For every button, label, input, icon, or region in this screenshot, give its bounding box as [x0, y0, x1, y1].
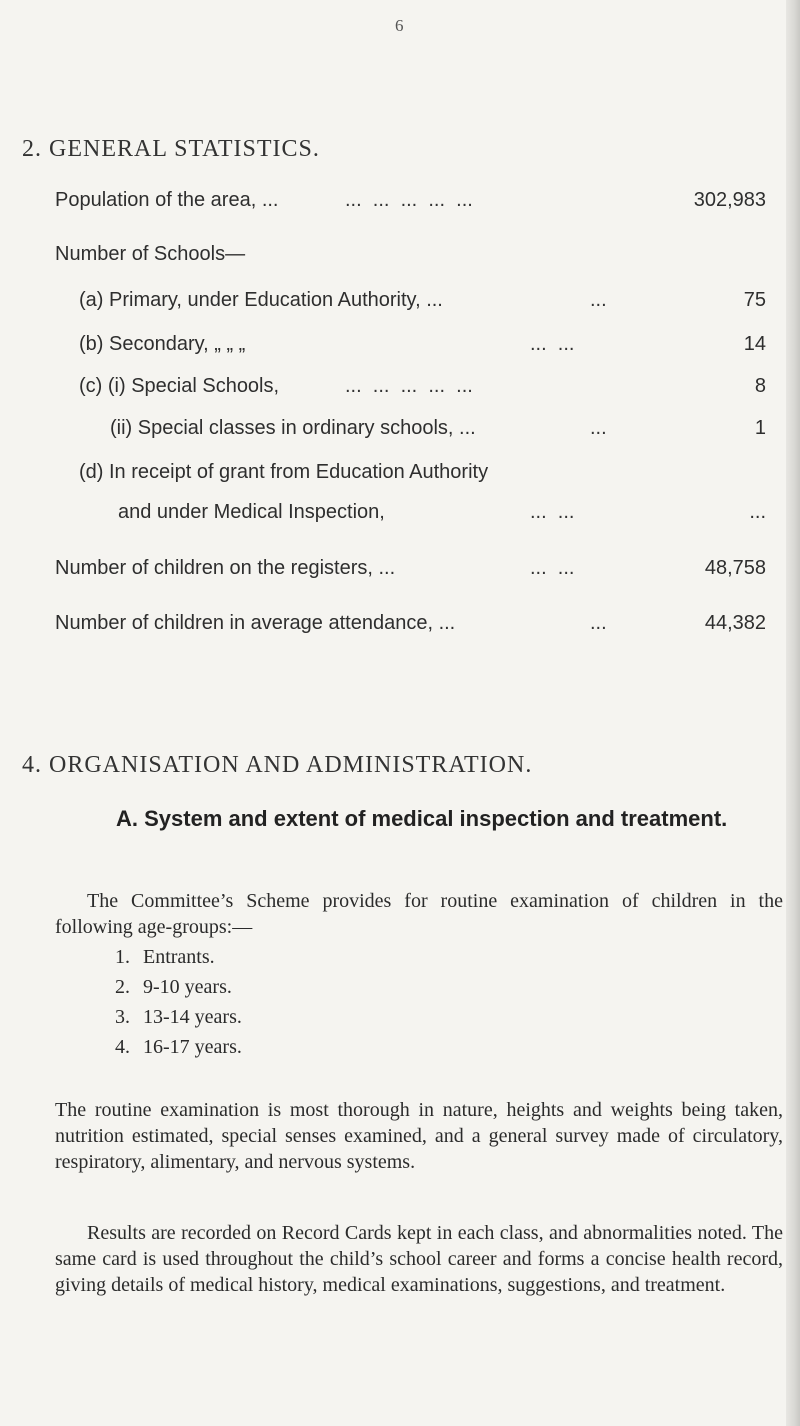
results-text: Results are recorded on Record Cards kept in each class, and abnormalities noted. The same card is used throughout the child’s school career and forms a concise health record, giving details of medical history, medical examinations, suggestions, and treatment.	[55, 1222, 783, 1296]
grant-receipt-label-line2: and under Medical Inspection,	[118, 501, 385, 523]
age-group-number: 2.	[115, 976, 130, 998]
age-group-label: 9-10 years.	[143, 976, 232, 998]
special-classes-value: 1	[754, 417, 766, 439]
age-group-item	[115, 976, 232, 999]
special-schools-value: 8	[754, 375, 766, 397]
population-label: Population of the area, ...	[55, 189, 279, 211]
age-group-item	[115, 946, 215, 969]
routine-examination-text: The routine examination is most thorough in nature, heights and weights being taken, nutrition estimated, special senses examined, and a general survey made of circulatory, respiratory, alimentary, and nervous systems.	[55, 1099, 783, 1173]
section-heading-organisation: 4. ORGANISATION AND ADMINISTRATION.	[22, 752, 533, 778]
primary-schools-leaders: ...	[590, 289, 607, 311]
secondary-schools-leaders: ... ...	[530, 333, 575, 355]
age-group-item	[115, 1006, 242, 1029]
age-group-number: 1.	[115, 946, 130, 968]
age-group-label: 16-17 years.	[143, 1036, 242, 1058]
scan-edge	[786, 0, 800, 1426]
population-leaders: ... ... ... ... ...	[345, 189, 473, 211]
special-schools-leaders: ... ... ... ... ...	[345, 375, 473, 397]
schools-heading: Number of Schools—	[55, 243, 246, 265]
children-registers-value: 48,758	[704, 557, 766, 579]
children-attendance-leaders: ...	[590, 612, 607, 634]
secondary-schools-value: 14	[743, 333, 766, 355]
age-group-number: 4.	[115, 1036, 130, 1058]
children-attendance-value: 44,382	[704, 612, 766, 634]
subheading-medical-inspection: A. System and extent of medical inspection and treatment.	[116, 806, 728, 831]
age-group-label: Entrants.	[143, 946, 215, 968]
children-registers-leaders: ... ...	[530, 557, 575, 579]
age-group-label: 13-14 years.	[143, 1006, 242, 1028]
special-classes-leaders: ...	[590, 417, 607, 439]
primary-schools-value: 75	[743, 289, 766, 311]
page-number: 6	[395, 16, 404, 35]
grant-receipt-leaders: ... ...	[530, 501, 575, 523]
grant-receipt-label-line1: (d) In receipt of grant from Education Authority	[79, 461, 489, 483]
grant-receipt-value: ...	[749, 501, 766, 523]
children-attendance-label: Number of children in average attendance, ...	[55, 612, 456, 634]
age-group-item	[115, 1036, 242, 1059]
primary-schools-label: (a) Primary, under Education Authority, ...	[79, 289, 443, 311]
secondary-schools-label: (b) Secondary, „ „ „	[79, 333, 246, 355]
intro-paragraph	[55, 888, 783, 940]
routine-examination-paragraph	[55, 1097, 783, 1175]
population-value: 302,983	[693, 189, 766, 211]
intro-text: The Committee’s Scheme provides for routine examination of children in the following age-groups:—	[55, 890, 783, 938]
special-classes-label: (ii) Special classes in ordinary schools, ...	[110, 417, 476, 439]
section-heading-general-statistics: 2. GENERAL STATISTICS.	[22, 136, 320, 162]
results-paragraph	[55, 1220, 783, 1298]
age-group-number: 3.	[115, 1006, 130, 1028]
special-schools-label: (c) (i) Special Schools,	[79, 375, 280, 397]
children-registers-label: Number of children on the registers, ...	[55, 557, 396, 579]
